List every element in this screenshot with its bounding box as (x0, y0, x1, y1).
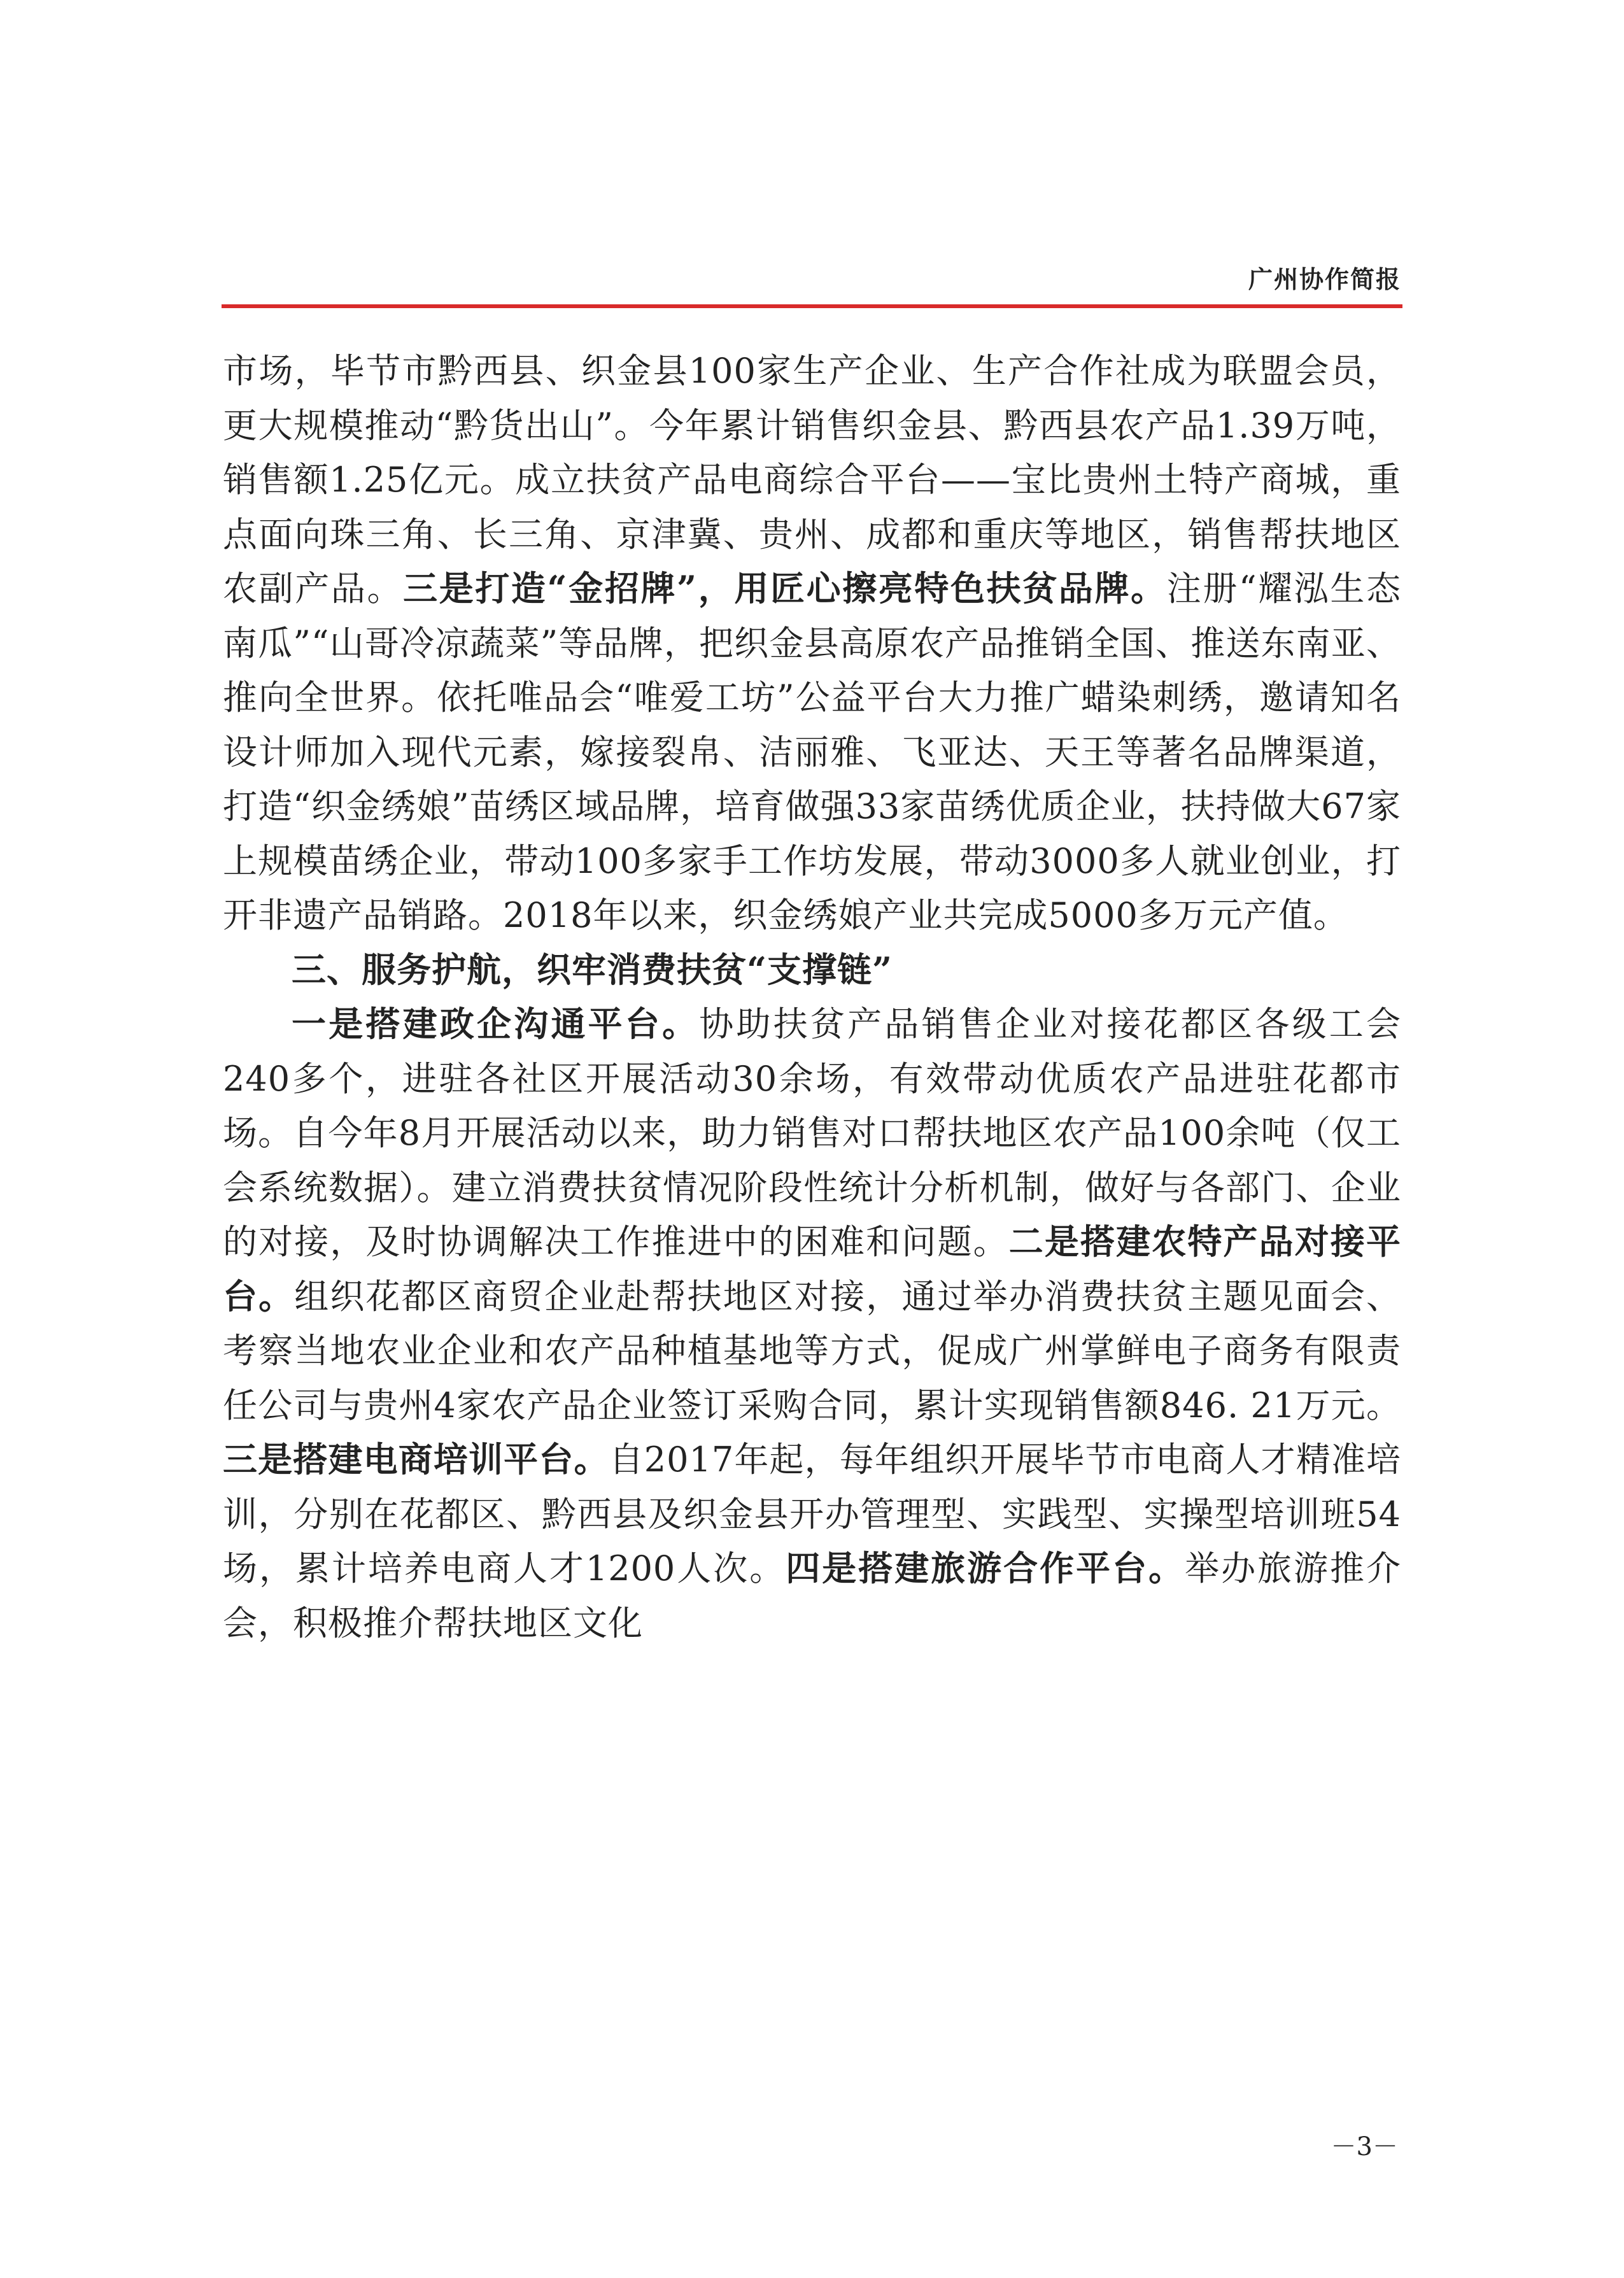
paragraph-text: 市场，毕节市黔西县、织金县100家生产企业、生产合作社成为联盟会员，更大规模推动“黔货出山”。今年累计销售织金县、黔西县农产品1.39万吨，销售额1.25亿元。成立扶贫产品电商综合平台——宝比贵州土特产商城，重点面向珠三角、长三角、京津冀、贵州、成都和重庆等地区，销售帮扶地区农副产品。 (223, 351, 1401, 609)
paragraph-text: 自2017年起，每年组织开展毕节市电商人才精准培训，分别在花都区、黔西县及织金县开办管理型、实践型、实操型培训班54场，累计培养电商人才1200人次。 (223, 1440, 1401, 1588)
paragraph-brand-building (223, 344, 1401, 943)
paragraph-bold-lead: 一是搭建政企沟通平台。 (292, 1003, 700, 1044)
paragraph-text: 举办旅游推介会，积极推介帮扶地区文化 (223, 1548, 1402, 1643)
page-header-title: 广州协作简报 (1248, 265, 1401, 294)
paragraph-bold-lead: 四是搭建旅游合作平台。 (786, 1548, 1185, 1588)
document-body (223, 344, 1401, 1650)
paragraph-text: 注册“耀泓生态南瓜”“山哥冷凉蔬菜”等品牌，把织金县高原农产品推销全国、推送东南亚、推向全世界。依托唯品会“唯爱工坊”公益平台大力推广蜡染刺绣，邀请知名设计师加入现代元素，嫁接裂帛、洁丽雅、飞亚达、天王等著名品牌渠道，打造“织金绣娘”苗绣区域品牌，培育做强33家苗绣优质企业，扶持做大67家上规模苗绣企业，带动100多家手工作坊发展，带动3000多人就业创业，打开非遗产品销路。2018年以来，织金绣娘产业共完成5000多万元产值。 (223, 569, 1402, 935)
paragraph-bold-lead: 三是搭建电商培训平台。 (223, 1439, 609, 1480)
paragraph-text: 协助扶贫产品销售企业对接花都区各级工会240多个，进驻各社区开展活动30余场，有效带动优质农产品进驻花都市场。自今年8月开展活动以来，助力销售对口帮扶地区农产品100余吨（仅工会系统数据）。建立消费扶贫情况阶段性统计分析机制，做好与各部门、企业的对接，及时协调解决工作推进中的困难和问题。 (223, 1004, 1402, 1262)
page-number: －3－ (1331, 2132, 1398, 2161)
section-heading: 三、服务护航，织牢消费扶贫“支撑链” (292, 949, 893, 990)
paragraph-text: 组织花都区商贸企业赴帮扶地区对接，通过举办消费扶贫主题见面会、考察当地农业企业和农产品种植基地等方式，促成广州掌鲜电子商务有限责任公司与贵州4家农产品企业签订采购合同，累计实现销售额846. 21万元。 (223, 1276, 1401, 1426)
paragraph-platforms (223, 997, 1401, 1650)
paragraph-bold-lead: 二是搭建农特产品对接平台。 (223, 1221, 1401, 1317)
paragraph-bold-lead: 三是打造“金招牌”，用匠心擦亮特色扶贫品牌。 (403, 568, 1167, 609)
header-divider (222, 304, 1402, 308)
